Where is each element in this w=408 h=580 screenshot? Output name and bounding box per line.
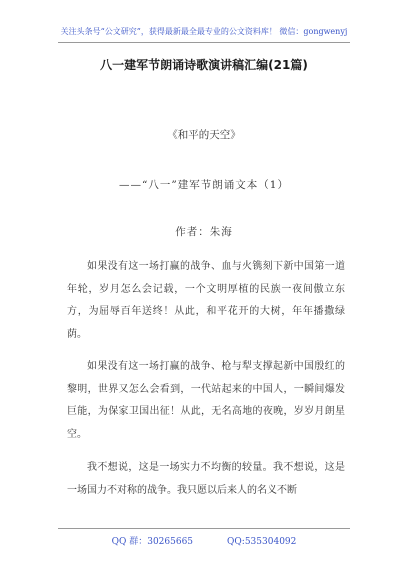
header-note: 关注头条号“公文研究”，获得最新最全最专业的公文资料库！ 微信：gongwenyj [60, 27, 348, 36]
paragraph-1: 如果没有这一场打赢的战争、血与火镌刻下新中国第一道年轮，岁月怎么会记载，一个文明厚植的民族一夜间傲立东方，为屈辱百年送终！从此，和平花开的大树，年年播撒绿荫。 [67, 261, 345, 340]
document-title: 八一建军节朗诵诗歌演讲稿汇编(21篇) [100, 58, 308, 72]
poem-title: 《和平的天空》 [167, 129, 241, 141]
poem-author: 作者：朱海 [175, 226, 233, 238]
poem-subtitle: ——“八一”建军节朗诵文本（1） [119, 179, 289, 191]
footer [0, 534, 408, 547]
footer-divider [58, 528, 350, 529]
paragraph-2: 如果没有这一场打赢的战争、枪与犁支撑起新中国殷红的黎明，世界又怎么会看到，一代站起来的中国人，一瞬间爆发巨能，为保家卫国出征！从此，无名高地的夜晚，岁岁月朗星空。 [67, 361, 345, 440]
header-divider [58, 42, 350, 43]
paragraph-3: 我不想说，这是一场实力不均衡的较量。我不想说，这是一场国力不对称的战争。我只愿以后来人的名义不断 [67, 462, 345, 496]
footer-qq: QQ:535304092 [227, 537, 297, 547]
footer-qq-group: QQ 群：30265665 [111, 537, 194, 547]
